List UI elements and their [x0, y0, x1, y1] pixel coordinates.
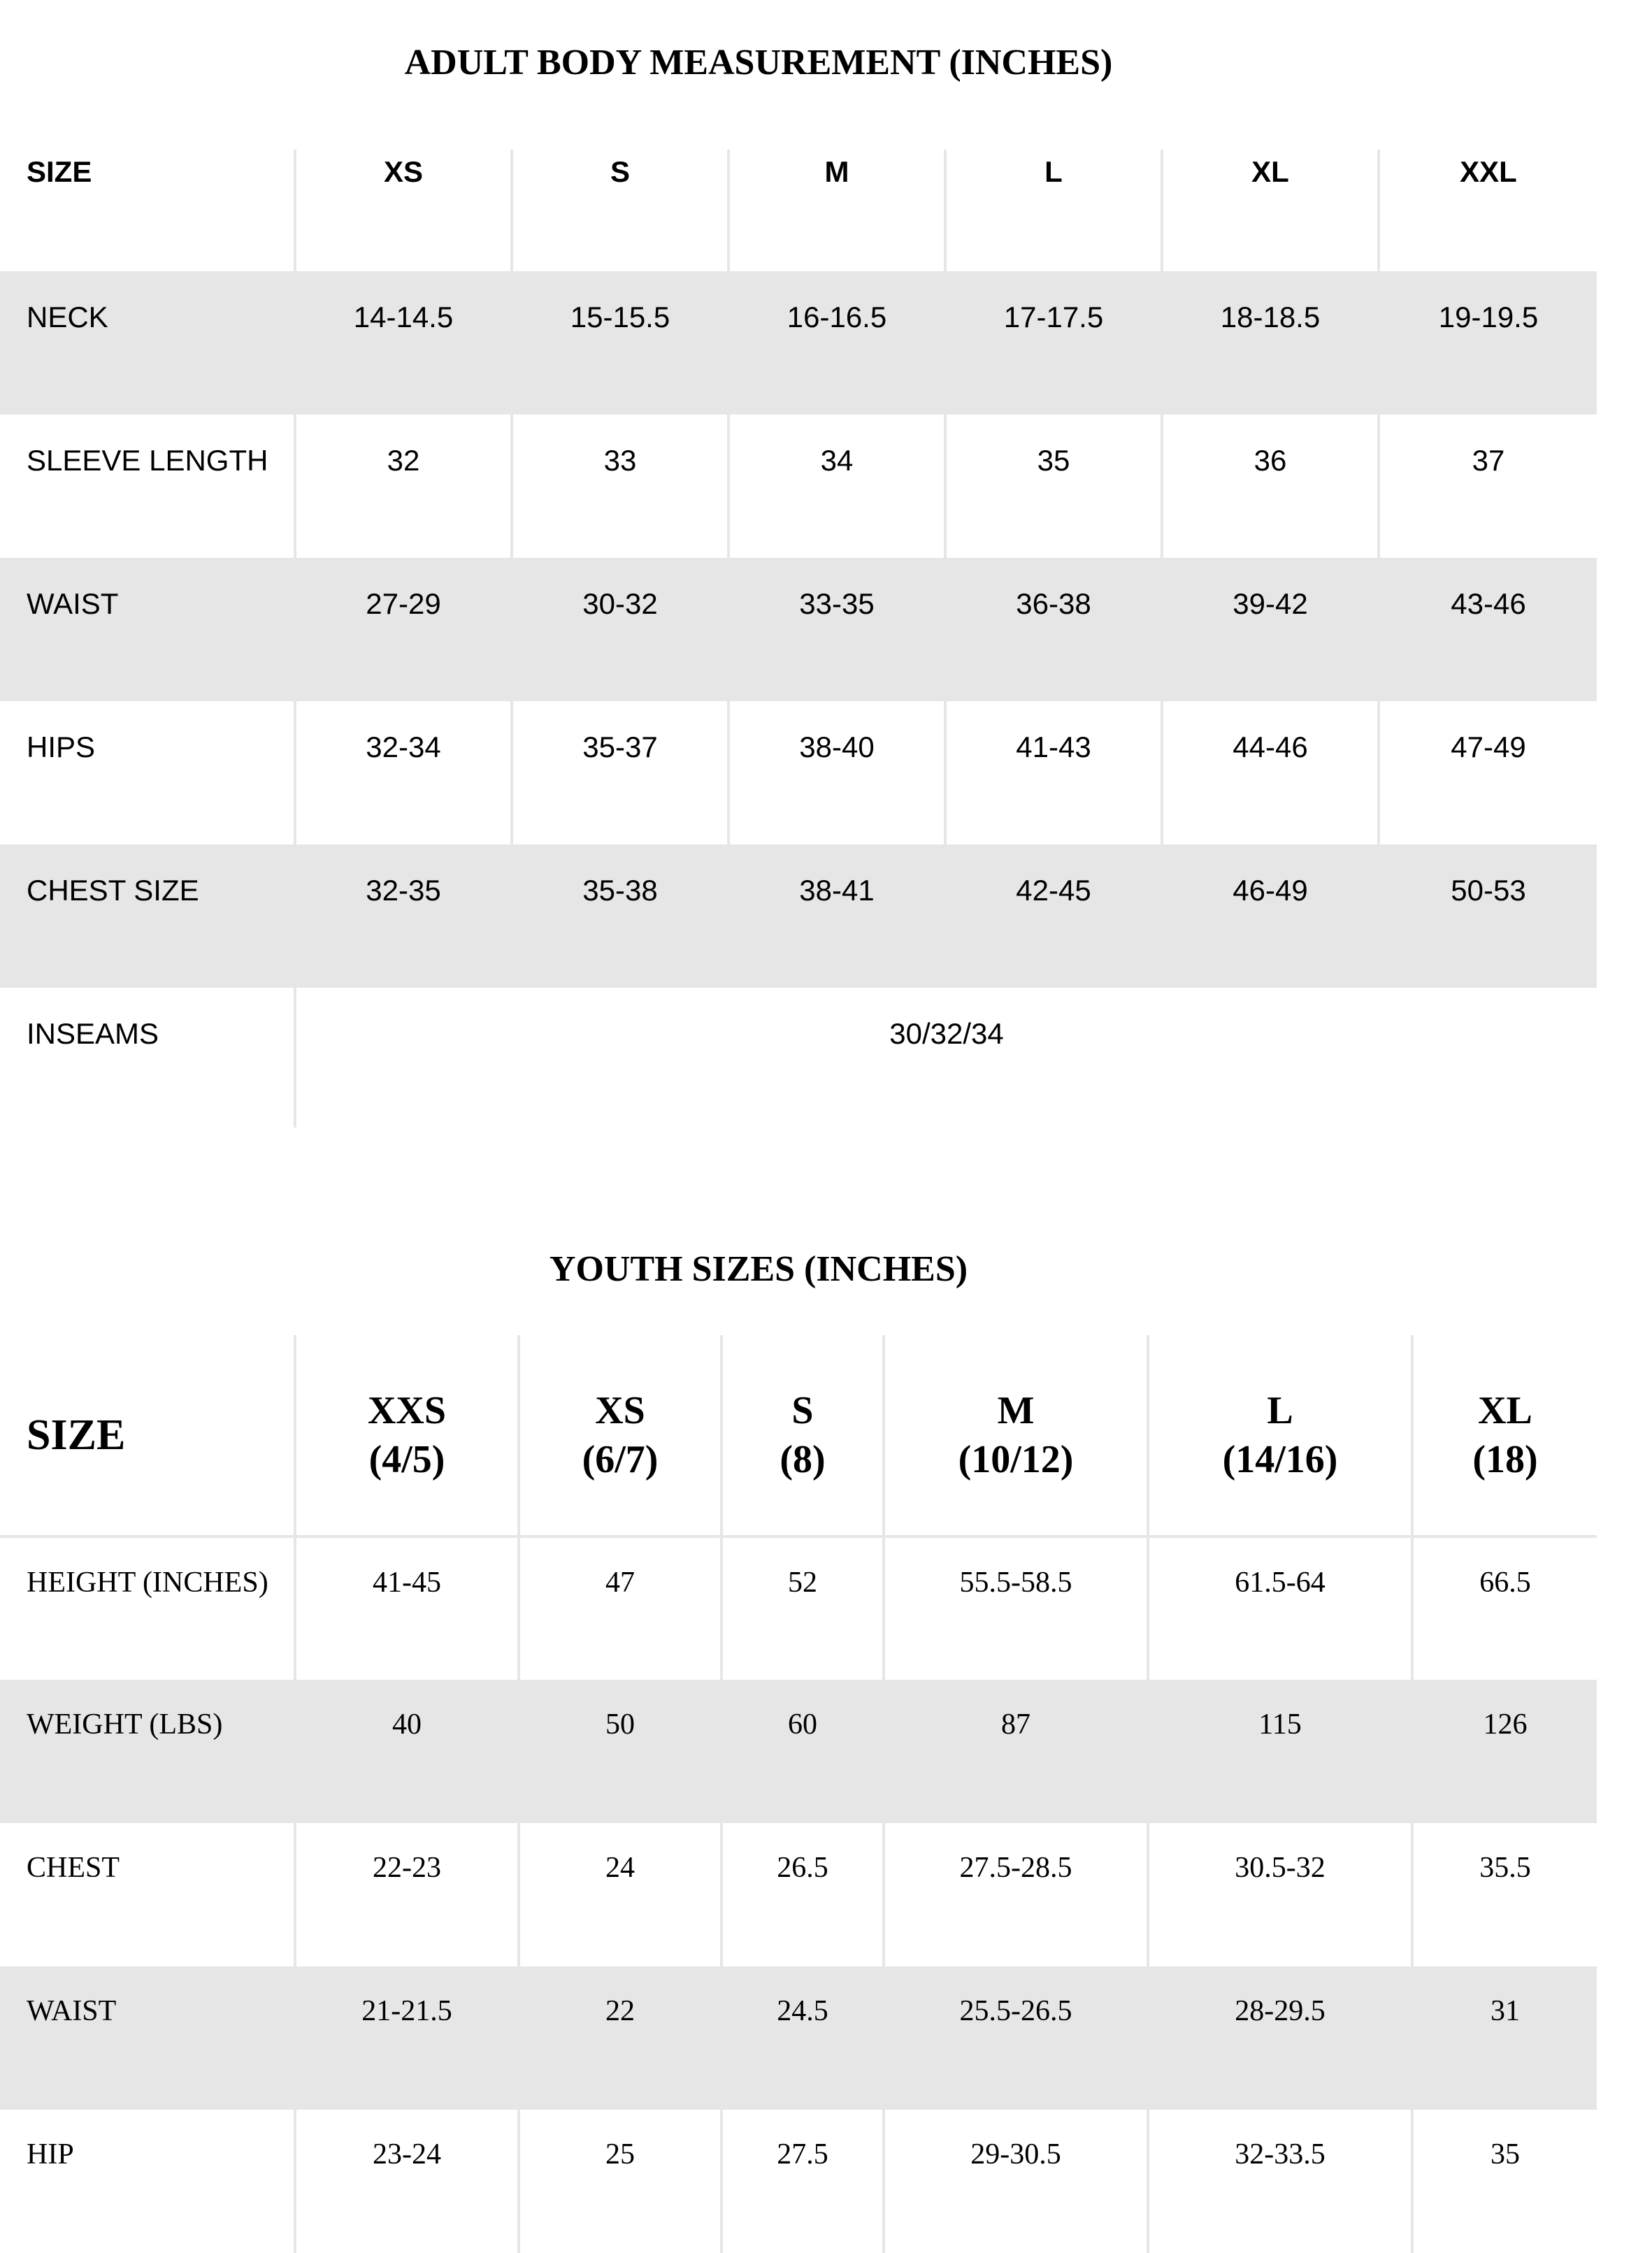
- table-cell: 25: [519, 2110, 721, 2253]
- table-cell: 50-53: [1379, 844, 1597, 988]
- table-cell: 23-24: [295, 2110, 519, 2253]
- table-cell: 35: [945, 415, 1162, 558]
- adult-header-s: S: [512, 150, 728, 271]
- header-size-code: L: [1267, 1389, 1293, 1432]
- table-cell: 87: [884, 1680, 1148, 1823]
- table-cell: 24: [519, 1823, 721, 1966]
- table-cell: 66.5: [1412, 1536, 1597, 1680]
- header-size-range: (14/16): [1222, 1438, 1338, 1481]
- youth-header-size: SIZE: [0, 1335, 295, 1536]
- youth-table-title: YOUTH SIZES (INCHES): [549, 1249, 968, 1289]
- table-cell: 35-38: [512, 844, 728, 988]
- header-size-range: (8): [780, 1438, 826, 1481]
- table-cell: 35.5: [1412, 1823, 1597, 1966]
- adult-size-table: [0, 150, 1597, 1128]
- youth-size-table: [0, 1335, 1597, 2253]
- table-cell: 31: [1412, 1966, 1597, 2110]
- table-cell: 29-30.5: [884, 2110, 1148, 2253]
- row-label: HEIGHT (INCHES): [27, 1567, 268, 1599]
- table-cell: 42-45: [945, 844, 1162, 988]
- table-cell: 44-46: [1162, 701, 1379, 844]
- table-row: [0, 1966, 1597, 2110]
- youth-header-xxs: [295, 1335, 519, 1536]
- table-cell: 18-18.5: [1162, 271, 1379, 415]
- table-cell: 14-14.5: [295, 271, 512, 415]
- row-label: CHEST: [27, 1852, 120, 1884]
- row-label: HIP: [27, 2138, 74, 2171]
- table-cell: 47: [519, 1536, 721, 1680]
- table-row: [0, 558, 1597, 701]
- youth-header-m: [884, 1335, 1148, 1536]
- table-cell: 25.5-26.5: [884, 1966, 1148, 2110]
- row-label: HIPS: [27, 730, 96, 763]
- inseams-value: 30/32/34: [295, 988, 1597, 1128]
- adult-header-xxl: XXL: [1379, 150, 1597, 271]
- table-cell: 39-42: [1162, 558, 1379, 701]
- table-cell: 35: [1412, 2110, 1597, 2253]
- table-cell: 17-17.5: [945, 271, 1162, 415]
- table-cell: 61.5-64: [1148, 1536, 1412, 1680]
- table-cell: 33: [512, 415, 728, 558]
- row-label: NECK: [27, 301, 108, 333]
- table-cell: 32-35: [295, 844, 512, 988]
- table-cell: 27.5: [721, 2110, 884, 2253]
- row-label: WAIST: [27, 1995, 117, 2027]
- header-size-code: XXS: [367, 1389, 447, 1432]
- header-size-code: M: [997, 1389, 1035, 1432]
- adult-header-xs: XS: [295, 150, 512, 271]
- youth-header-row: [0, 1335, 1597, 1536]
- header-size-code: XS: [595, 1389, 645, 1432]
- table-cell: 22-23: [295, 1823, 519, 1966]
- table-cell: 32-34: [295, 701, 512, 844]
- header-size-code: XL: [1478, 1389, 1532, 1432]
- table-cell: 34: [728, 415, 945, 558]
- table-cell: 36: [1162, 415, 1379, 558]
- table-row: [0, 1680, 1597, 1823]
- table-cell: 126: [1412, 1680, 1597, 1823]
- youth-header-s: [721, 1335, 884, 1536]
- table-row: [0, 1536, 1597, 1680]
- table-cell: 43-46: [1379, 558, 1597, 701]
- table-row: [0, 844, 1597, 988]
- adult-header-l: L: [945, 150, 1162, 271]
- table-cell: 40: [295, 1680, 519, 1823]
- row-label: WAIST: [27, 587, 119, 620]
- table-cell: 52: [721, 1536, 884, 1680]
- table-cell: 55.5-58.5: [884, 1536, 1148, 1680]
- table-cell: 28-29.5: [1148, 1966, 1412, 2110]
- adult-header-row: [0, 150, 1597, 271]
- table-cell: 46-49: [1162, 844, 1379, 988]
- adult-table-title: ADULT BODY MEASUREMENT (INCHES): [404, 43, 1113, 82]
- table-cell: 32: [295, 415, 512, 558]
- header-size-range: (4/5): [368, 1438, 445, 1481]
- header-size-range: (18): [1472, 1438, 1538, 1481]
- table-row-inseams: [0, 988, 1597, 1128]
- youth-header-xl: [1412, 1335, 1597, 1536]
- header-size-range: (6/7): [582, 1438, 659, 1481]
- table-cell: 30-32: [512, 558, 728, 701]
- header-size-range: (10/12): [958, 1438, 1074, 1481]
- table-cell: 115: [1148, 1680, 1412, 1823]
- table-cell: 32-33.5: [1148, 2110, 1412, 2253]
- table-cell: 50: [519, 1680, 721, 1823]
- row-label: CHEST SIZE: [27, 874, 199, 907]
- row-label: WEIGHT (LBS): [27, 1708, 223, 1741]
- table-cell: 21-21.5: [295, 1966, 519, 2110]
- table-cell: 27.5-28.5: [884, 1823, 1148, 1966]
- table-cell: 30.5-32: [1148, 1823, 1412, 1966]
- table-cell: 60: [721, 1680, 884, 1823]
- table-cell: 36-38: [945, 558, 1162, 701]
- table-cell: 19-19.5: [1379, 271, 1597, 415]
- table-cell: 24.5: [721, 1966, 884, 2110]
- table-cell: 38-40: [728, 701, 945, 844]
- table-cell: 37: [1379, 415, 1597, 558]
- adult-header-xl: XL: [1162, 150, 1379, 271]
- row-label: SLEEVE LENGTH: [27, 444, 268, 477]
- table-cell: 38-41: [728, 844, 945, 988]
- adult-header-m: M: [728, 150, 945, 271]
- table-cell: 16-16.5: [728, 271, 945, 415]
- table-cell: 22: [519, 1966, 721, 2110]
- youth-header-xs: [519, 1335, 721, 1536]
- table-cell: 35-37: [512, 701, 728, 844]
- table-row: [0, 2110, 1597, 2253]
- table-cell: 41-43: [945, 701, 1162, 844]
- adult-header-size: SIZE: [27, 155, 92, 188]
- row-label: INSEAMS: [27, 1017, 159, 1050]
- header-size-code: S: [791, 1389, 814, 1432]
- table-cell: 33-35: [728, 558, 945, 701]
- table-row: [0, 1823, 1597, 1966]
- table-cell: 26.5: [721, 1823, 884, 1966]
- table-cell: 47-49: [1379, 701, 1597, 844]
- table-row: [0, 701, 1597, 844]
- table-row: [0, 271, 1597, 415]
- table-cell: 41-45: [295, 1536, 519, 1680]
- table-row: [0, 415, 1597, 558]
- table-cell: 27-29: [295, 558, 512, 701]
- table-cell: 15-15.5: [512, 271, 728, 415]
- youth-header-l: [1148, 1335, 1412, 1536]
